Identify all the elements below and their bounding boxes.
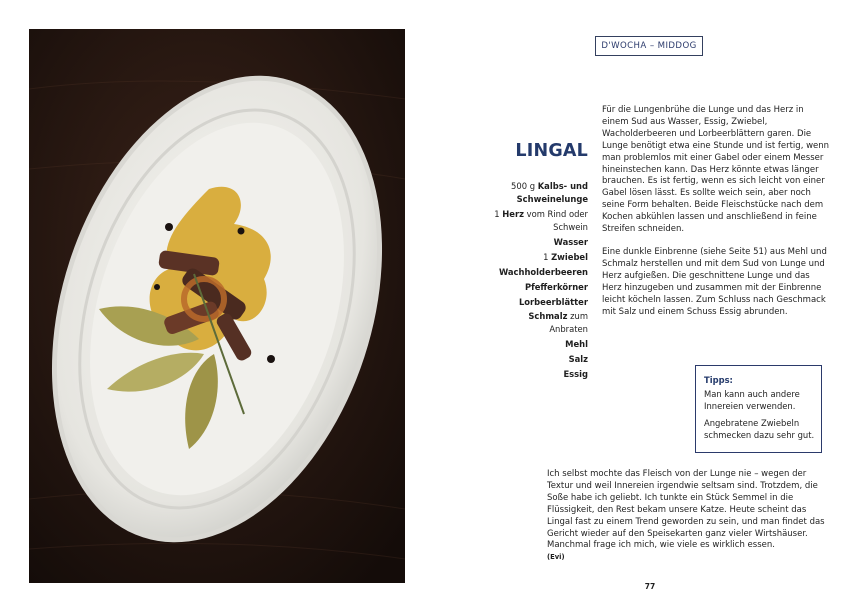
section-tag: D'WOCHA – MIDDOG xyxy=(595,36,703,56)
ingredient-item: Lorbeerblätter xyxy=(518,296,588,307)
recipe-title: LINGAL xyxy=(515,141,588,161)
method-paragraph: Für die Lungenbrühe die Lunge und das Herz in einem Sud aus Wasser, Essig, Zwiebel, Wacholderbeeren und Lorbeerblättern garen. Die Lunge benötigt etwa eine Stunde und ist fertig, wenn man problemlos mit einer Gabel oder einem Messer hineinstechen kann. Das Herz könnte etwas länger brauchen. Es ist fertig, wenn es sich leicht von einer Gabel lösen lässt. Es sollte weich sein, aber noch seine Form behalten. Beide Fleischstücke nach dem Kochen abkühlen lassen und anschließend in feine Streifen schneiden. xyxy=(602,105,830,235)
story-author: (Evi) xyxy=(547,553,565,562)
ingredient-item: 1 Zwiebel xyxy=(543,251,588,262)
ingredient-item: Wachholderbeeren xyxy=(498,266,588,277)
method-text xyxy=(602,105,830,329)
ingredient-item: 1 Herz vom Rind oder Schwein xyxy=(494,208,588,232)
ingredient-item: Mehl xyxy=(565,339,588,350)
dish-photo xyxy=(29,29,405,583)
tips-title: Tipps: xyxy=(704,375,733,385)
ingredient-item: 500 g Kalbs- und Schweinelunge xyxy=(511,181,588,204)
method-paragraph: Eine dunkle Einbrenne (siehe Seite 51) aus Mehl und Schmalz herstellen und mit dem Sud von Lunge und Herz aufgießen. Die geschnittene Lunge und das Herz hinzugeben und zusammen mit der Einbrenne leicht köcheln lassen. Zum Schluss nach Geschmack mit Salz und einem Schuss Essig abrunden. xyxy=(602,246,827,317)
ingredient-list xyxy=(488,180,588,383)
story-paragraph: Ich selbst mochte das Fleisch von der Lunge nie – wegen der Textur und weil Innereien irgendwie seltsam sind. Trotzdem, die Soße habe ich geliebt. Ich tunkte ein Stück Semmel in die Flüssigkeit, den Rest bekam unsere Katze. Heute scheint das Lingal fast zu einem Trend geworden zu sein, und man findet das Gericht wieder auf den Speisekarten ganz vieler Wirtshäuser. Manchmal frage ich mich, wie viele es wirklich essen. xyxy=(547,469,825,551)
tips-box xyxy=(695,365,822,453)
story-text xyxy=(547,469,832,564)
ingredient-item: Salz xyxy=(568,354,588,365)
ingredient-item: Pfefferkörner xyxy=(524,281,588,292)
page-number: 77 xyxy=(644,582,656,591)
tip-item: Man kann auch andere Innereien verwenden. xyxy=(704,389,800,411)
tip-item: Angebratene Zwiebeln schmecken dazu sehr gut. xyxy=(704,418,815,440)
ingredient-item: Essig xyxy=(563,369,588,380)
ingredient-item: Wasser xyxy=(553,236,588,247)
ingredient-item: Schmalz zum Anbraten xyxy=(528,311,588,335)
